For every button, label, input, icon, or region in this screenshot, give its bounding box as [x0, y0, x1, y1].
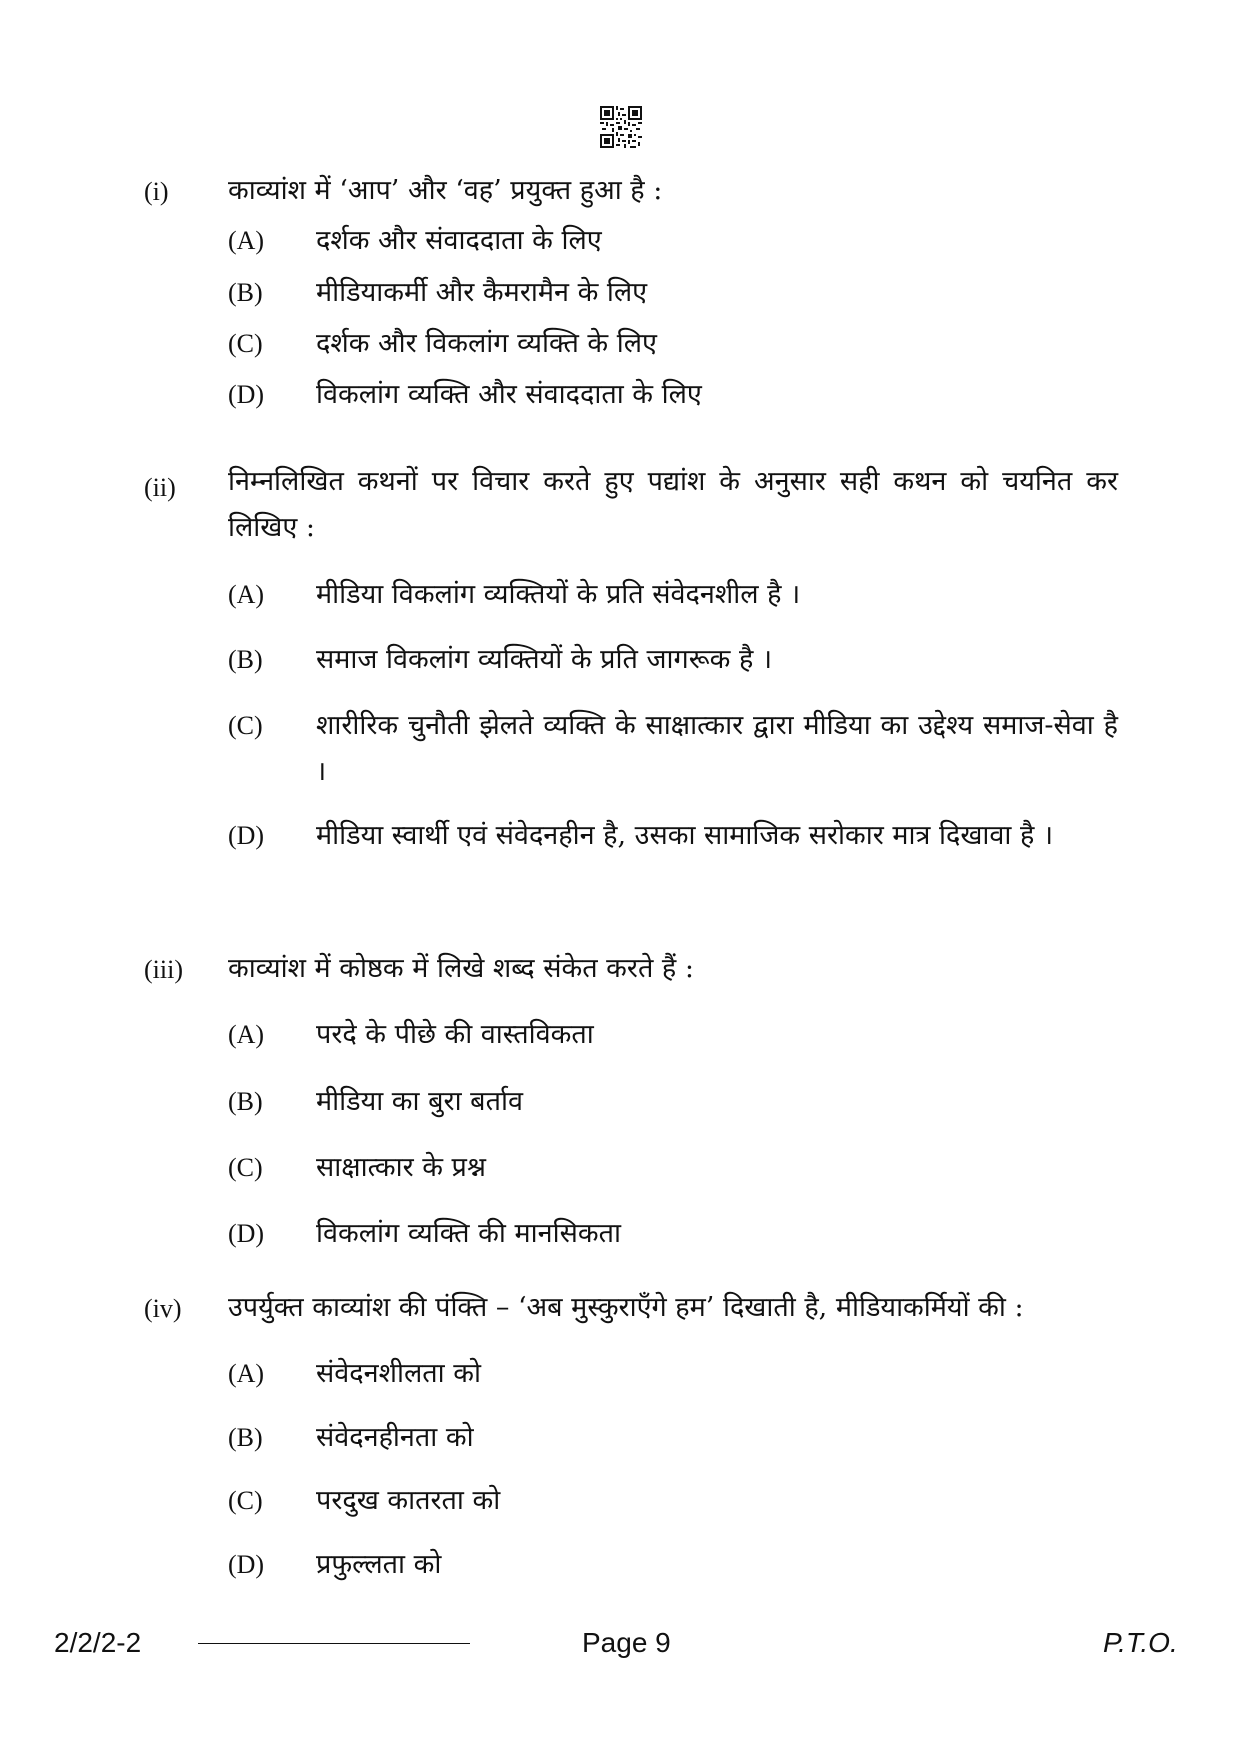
option-label: (D): [228, 1550, 265, 1579]
option-text: शारीरिक चुनौती झेलते व्यक्ति के साक्षात्कार द्वारा मीडिया का उद्देश्य समाज-सेवा है ।: [316, 710, 1118, 787]
option-text: मीडिया विकलांग व्यक्तियों के प्रति संवेदनशील है ।: [316, 579, 801, 610]
option-label: (B): [228, 1423, 263, 1452]
option-text: विकलांग व्यक्ति की मानसिकता: [316, 1218, 621, 1249]
option-text: समाज विकलांग व्यक्तियों के प्रति जागरूक है ।: [316, 644, 773, 675]
option-text: मीडिया का बुरा बर्ताव: [316, 1086, 523, 1117]
option-label: (A): [228, 1359, 265, 1388]
option-text: विकलांग व्यक्ति और संवाददाता के लिए: [316, 379, 702, 410]
option-label: (A): [228, 1020, 265, 1049]
option-text: मीडियाकर्मी और कैमरामैन के लिए: [316, 277, 648, 308]
option-label: (A): [228, 580, 265, 609]
question-number: (i): [144, 177, 169, 206]
question-number: (ii): [144, 473, 176, 502]
option-text: संवेदनशीलता को: [316, 1358, 481, 1389]
option-text: परदे के पीछे की वास्तविकता: [316, 1019, 594, 1050]
option-label: (C): [228, 1153, 263, 1182]
option-label: (B): [228, 645, 263, 674]
paper-code: 2/2/2-2: [54, 1627, 142, 1658]
option-label: (D): [228, 1219, 265, 1248]
question-number: (iv): [144, 1294, 182, 1323]
question-number: (iii): [144, 955, 183, 984]
option-label: (C): [228, 329, 263, 358]
option-label: (D): [228, 821, 265, 850]
pto-label: P.T.O.: [1103, 1627, 1178, 1658]
option-text: साक्षात्कार के प्रश्न: [316, 1152, 487, 1183]
page-number: Page 9: [582, 1627, 671, 1658]
option-text: परदुख कातरता को: [316, 1485, 501, 1516]
option-label: (C): [228, 1486, 263, 1515]
question-text: काव्यांश में कोष्ठक में लिखे शब्द संकेत करते हैं :: [228, 953, 694, 984]
option-label: (C): [228, 711, 263, 740]
option-text: संवेदनहीनता को: [316, 1422, 474, 1453]
option-label: (A): [228, 226, 265, 255]
question-text: काव्यांश में ‘आप’ और ‘वह’ प्रयुक्त हुआ है :: [228, 175, 663, 206]
footer-divider: [198, 1643, 470, 1644]
option-text: दर्शक और विकलांग व्यक्ति के लिए: [316, 328, 657, 359]
qr-code: [600, 106, 642, 148]
option-label: (D): [228, 380, 265, 409]
option-text: मीडिया स्वार्थी एवं संवेदनहीन है, उसका सामाजिक सरोकार मात्र दिखावा है ।: [316, 820, 1054, 851]
question-text: उपर्युक्त काव्यांश की पंक्ति – ‘अब मुस्कुराएँगे हम’ दिखाती है, मीडियाकर्मियों की :: [228, 1292, 1024, 1323]
question-text: निम्नलिखित कथनों पर विचार करते हुए पद्यांश के अनुसार सही कथन को चयनित कर लिखिए :: [228, 466, 1118, 543]
option-text: दर्शक और संवाददाता के लिए: [316, 225, 602, 256]
option-label: (B): [228, 278, 263, 307]
option-label: (B): [228, 1087, 263, 1116]
option-text: प्रफुल्लता को: [316, 1549, 442, 1580]
